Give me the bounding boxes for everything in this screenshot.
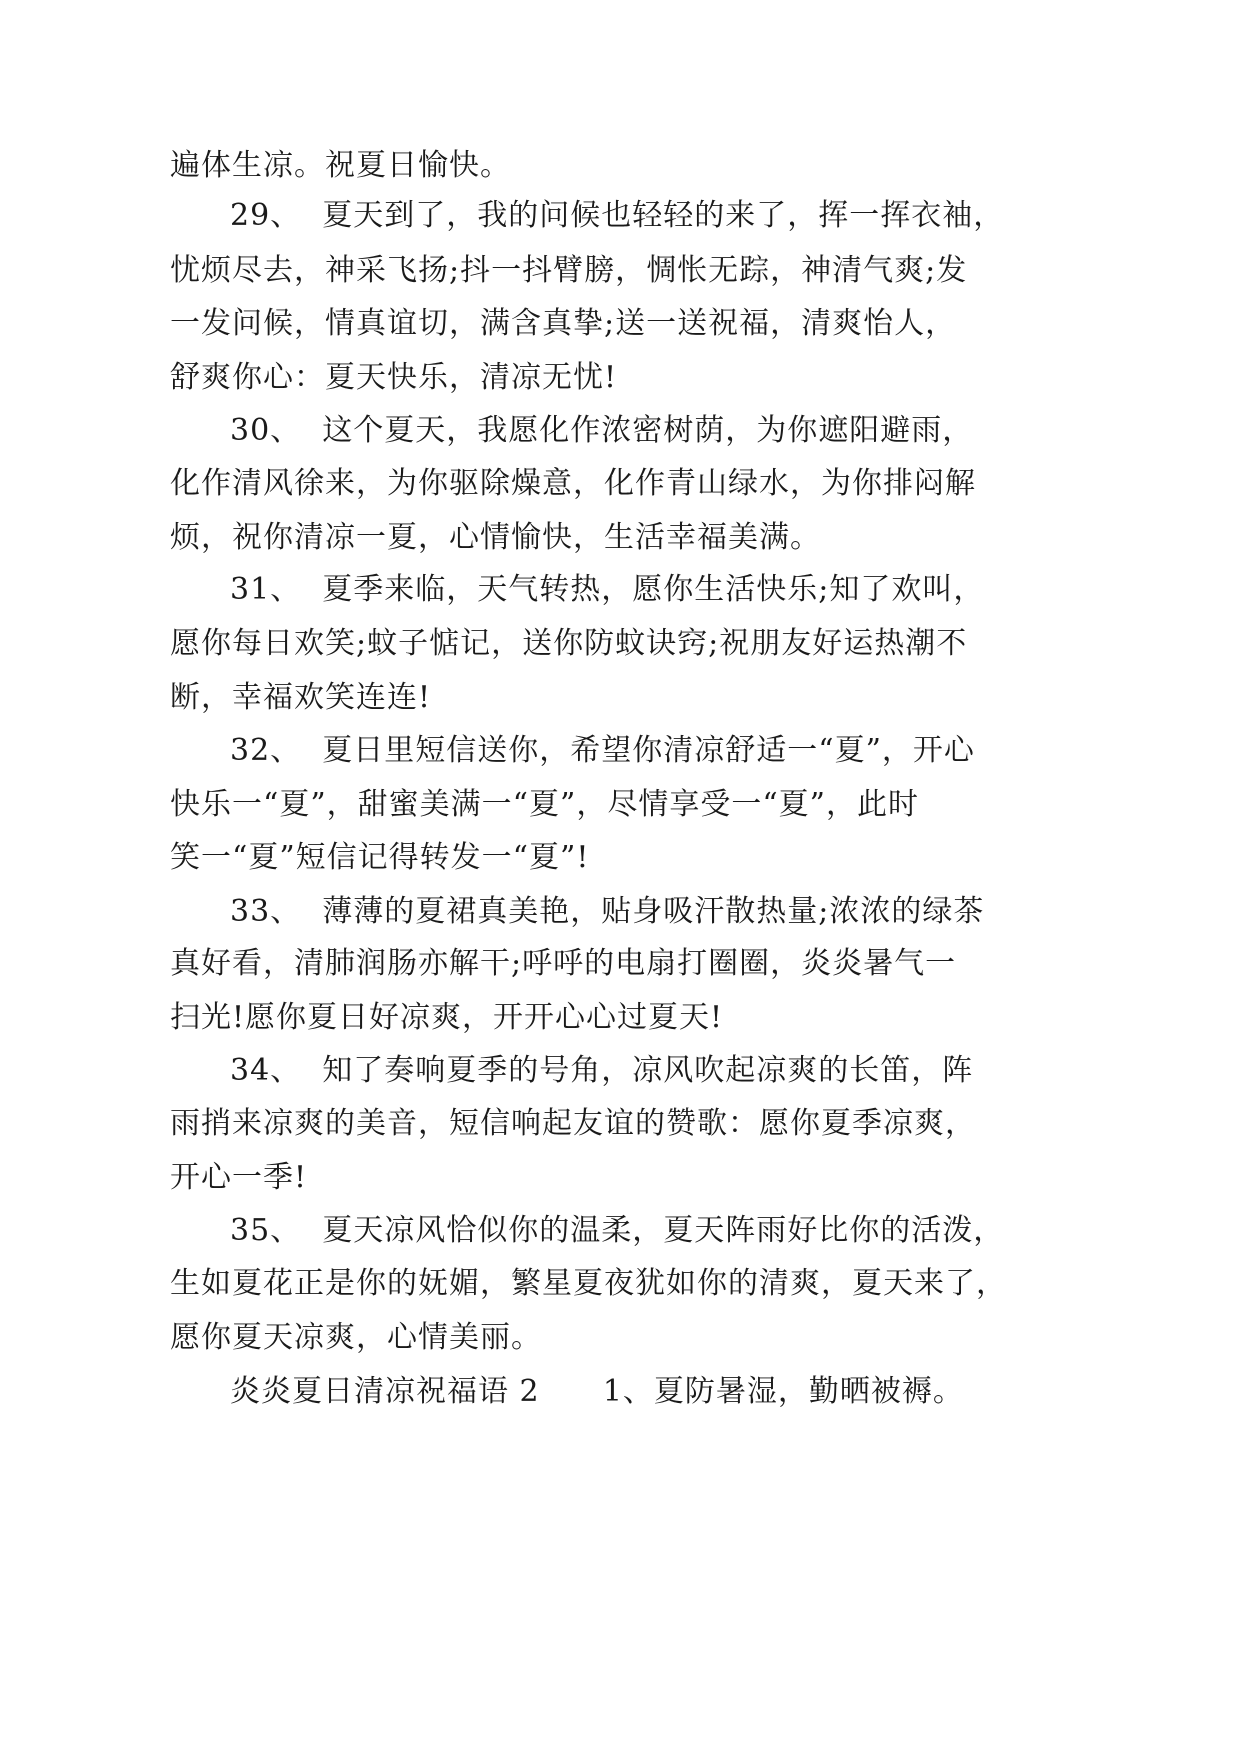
paragraph-35-line-1: 35、 夏天凉风恰似你的温柔，夏天阵雨好比你的活泼， — [230, 1213, 1005, 1248]
paragraph-32-line-3: 笑一“夏”短信记得转发一“夏”! — [170, 840, 590, 875]
text-line-1: 遍体生凉。祝夏日愉快。 — [170, 148, 511, 183]
paragraph-30-line-2: 化作清风徐来，为你驱除燥意，化作青山绿水，为你排闷解 — [170, 466, 976, 501]
paragraph-34-line-2: 雨捎来凉爽的美音，短信响起友谊的赞歌：愿你夏季凉爽， — [170, 1106, 976, 1141]
paragraph-31-line-3: 断，幸福欢笑连连! — [170, 680, 432, 715]
paragraph-32-line-1: 32、 夏日里短信送你，希望你清凉舒适一“夏”，开心 — [230, 733, 975, 768]
paragraph-31-line-2: 愿你每日欢笑;蚊子惦记，送你防蚊诀窍;祝朋友好运热潮不 — [170, 626, 968, 661]
paragraph-34-line-1: 34、 知了奏响夏季的号角，凉风吹起凉爽的长笛，阵 — [230, 1053, 974, 1088]
paragraph-35-line-2: 生如夏花正是你的妩媚，繁星夏夜犹如你的清爽，夏天来了， — [170, 1266, 1007, 1301]
paragraph-29-line-4: 舒爽你心：夏天快乐，清凉无忧! — [170, 360, 618, 395]
paragraph-29-line-2: 忧烦尽去，神采飞扬;抖一抖臂膀，惆怅无踪，神清气爽;发 — [170, 253, 968, 288]
paragraph-29-line-1: 29、 夏天到了，我的问候也轻轻的来了，挥一挥衣袖， — [230, 198, 1005, 233]
paragraph-33-line-1: 33、 薄薄的夏裙真美艳，贴身吸汗散热量;浓浓的绿茶 — [230, 894, 985, 929]
paragraph-33-line-2: 真好看，清肺润肠亦解干;呼呼的电扇打圈圈，炎炎暑气一 — [170, 946, 957, 981]
paragraph-29-line-3: 一发问候，情真谊切，满含真挚;送一送祝福，清爽怡人， — [170, 306, 957, 341]
paragraph-31-line-1: 31、 夏季来临，天气转热，愿你生活快乐;知了欢叫， — [230, 572, 985, 607]
paragraph-30-line-1: 30、 这个夏天，我愿化作浓密树荫，为你遮阳避雨， — [230, 413, 974, 448]
paragraph-33-line-3: 扫光!愿你夏日好凉爽，开开心心过夏天! — [170, 1000, 724, 1035]
paragraph-30-line-3: 烦，祝你清凉一夏，心情愉快，生活幸福美满。 — [170, 520, 821, 555]
section-heading-line: 炎炎夏日清凉祝福语 2 1、夏防暑湿，勤晒被褥。 — [230, 1374, 964, 1409]
paragraph-35-line-3: 愿你夏天凉爽，心情美丽。 — [170, 1320, 542, 1355]
paragraph-32-line-2: 快乐一“夏”，甜蜜美满一“夏”，尽情享受一“夏”，此时 — [170, 787, 920, 822]
paragraph-34-line-3: 开心一季! — [170, 1160, 308, 1195]
